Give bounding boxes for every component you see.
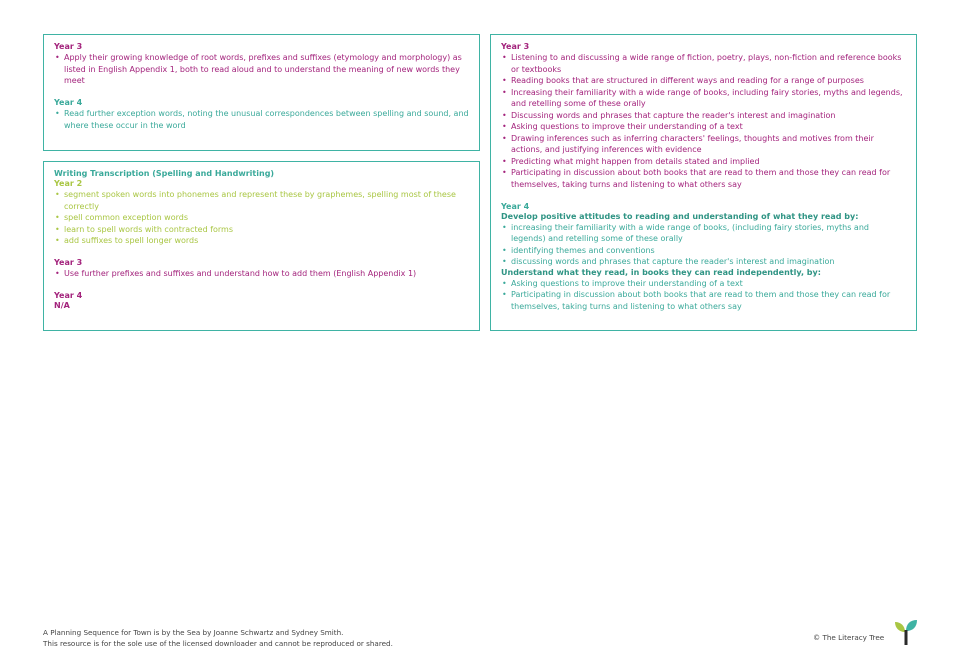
list-item: • Increasing their familiarity with a wide range of books, including fairy stories, myths and legends, and retelling some of these orally <box>501 87 906 110</box>
develop-list <box>501 222 906 268</box>
reading-word-reading-box <box>43 34 480 151</box>
list-item: • learn to spell words with contracted forms <box>54 224 469 236</box>
footer-line-1: A Planning Sequence for Town is by the Sea by Joanne Schwartz and Sydney Smith. <box>43 628 344 637</box>
list-item: • add suffixes to spell longer words <box>54 235 469 247</box>
list-item: • increasing their familiarity with a wide range of books, (including fairy stories, myths and legends) and retelling some of these orally <box>501 222 906 245</box>
list-item: • identifying themes and conventions <box>501 245 906 257</box>
list-item: • Predicting what might happen from details stated and implied <box>501 156 906 168</box>
list-item: • Asking questions to improve their understanding of a text <box>501 121 906 133</box>
year2-list <box>54 189 469 247</box>
year3-heading: Year 3 <box>501 42 530 51</box>
list-item: • Drawing inferences such as inferring characters' feelings, thoughts and motives from their actions, and justifying inferences with evidence <box>501 133 906 156</box>
year4-heading: Year 4 <box>501 201 530 211</box>
year3-list <box>501 52 906 190</box>
list-item: • Listening to and discussing a wide range of fiction, poetry, plays, non-fiction and reference books or textbooks <box>501 52 906 75</box>
list-item: • Participating in discussion about both books that are read to them and those they can read for themselves, taking turns and listening to what others say <box>501 167 906 190</box>
understand-list <box>501 278 906 313</box>
section-title: Writing Transcription (Spelling and Handwriting) <box>54 169 275 178</box>
list-item: • Asking questions to improve their understanding of a text <box>501 278 906 290</box>
list-item: • Apply their growing knowledge of root words, prefixes and suffixes (etymology and morphology) as listed in English Appendix 1, both to read aloud and to understand the meaning of new words they meet <box>54 52 469 87</box>
reading-comprehension-box <box>490 34 917 331</box>
develop-heading: Develop positive attitudes to reading and understanding of what they read by: <box>501 211 859 221</box>
year4-list <box>54 108 469 131</box>
year2-heading: Year 2 <box>54 179 83 188</box>
list-item: • spell common exception words <box>54 212 469 224</box>
list-item: • segment spoken words into phonemes and represent these by graphemes, spelling most of these correctly <box>54 189 469 212</box>
list-item: • Discussing words and phrases that capture the reader's interest and imagination <box>501 110 906 122</box>
writing-transcription-box <box>43 161 480 331</box>
footer <box>43 628 393 649</box>
list-item: • discussing words and phrases that capture the reader's interest and imagination <box>501 256 906 268</box>
year3-heading: Year 3 <box>54 258 83 267</box>
year3-heading: Year 3 <box>54 42 83 51</box>
year3-list <box>54 268 469 280</box>
literacy-tree-logo-icon <box>894 619 918 647</box>
year4-heading: Year 4 <box>54 291 83 300</box>
year4-value: N/A <box>54 301 70 310</box>
year3-list <box>54 52 469 87</box>
list-item: • Use further prefixes and suffixes and understand how to add them (English Appendix 1) <box>54 268 469 280</box>
list-item: • Participating in discussion about both books that are read to them and those they can read for themselves, taking turns and listening to what others say <box>501 289 906 312</box>
copyright-credit: © The Literacy Tree <box>813 633 885 642</box>
understand-heading: Understand what they read, in books they can read independently, by: <box>501 267 821 277</box>
footer-line-2: This resource is for the sole use of the licensed downloader and cannot be reproduced or shared. <box>43 638 393 648</box>
list-item: • Reading books that are structured in different ways and reading for a range of purposes <box>501 75 906 87</box>
year4-heading: Year 4 <box>54 98 83 107</box>
list-item: • Read further exception words, noting the unusual correspondences between spelling and sound, and where these occur in the word <box>54 108 469 131</box>
